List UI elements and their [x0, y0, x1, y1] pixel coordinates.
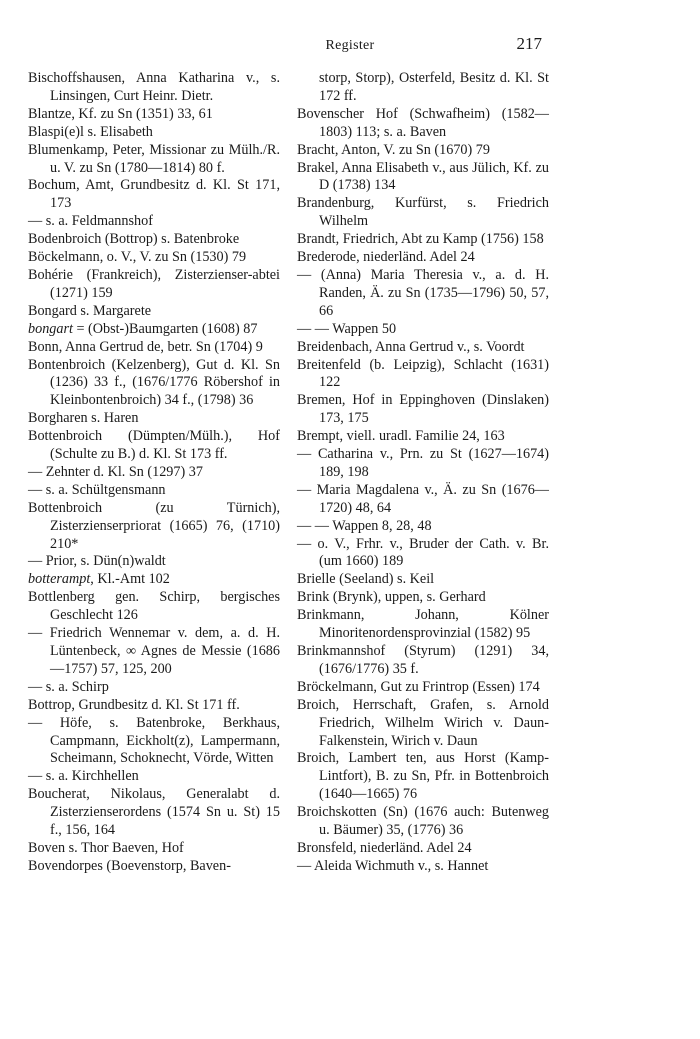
index-entry-text: Bonn, Anna Gertrud de, betr. Sn (1704) 9 [28, 338, 263, 355]
index-entry [297, 106, 549, 142]
index-entry [297, 428, 549, 446]
index-column-right [297, 70, 549, 876]
index-entry-text: — s. a. Kirchhellen [28, 768, 139, 785]
index-entry [28, 177, 280, 213]
index-entry-text: Bröckelmann, Gut zu Frintrop (Essen) 174 [297, 678, 540, 695]
index-entry [28, 840, 280, 858]
page-number: 217 [516, 34, 542, 53]
index-entry-text: Bottenbroich (zu Türnich), Zisterzienserpriorat (1665) 76, (1710) 210* [28, 499, 280, 552]
index-column-left [28, 70, 280, 876]
index-entry [28, 410, 280, 428]
index-entry [297, 840, 549, 858]
index-entry-text: Bovendorpes (Boevenstorp, Baven- [28, 857, 231, 874]
index-entry-text: Brederode, niederländ. Adel 24 [297, 249, 475, 266]
index-entry [28, 500, 280, 554]
index-entry-text: Brinkmann, Johann, Kölner Minoritenordensprovinzial (1582) 95 [297, 607, 549, 642]
index-entry-text: — s. a. Schültgensmann [28, 481, 166, 498]
index-entry-italic-term: bongart [28, 320, 73, 337]
index-entry-text: — Zehnter d. Kl. Sn (1297) 37 [28, 463, 203, 480]
index-entry [297, 518, 549, 536]
index-entry-text: Bodenbroich (Bottrop) s. Batenbroke [28, 231, 240, 248]
index-entry [297, 858, 549, 876]
index-entry [28, 482, 280, 500]
index-entry [28, 679, 280, 697]
index-entry-text: — o. V., Frhr. v., Bruder der Cath. v. Br. (um 1660) 189 [297, 535, 549, 570]
index-entry-text: Boven s. Thor Baeven, Hof [28, 839, 184, 856]
running-title: Register [325, 38, 375, 53]
index-entry-text: Brielle (Seeland) s. Keil [297, 571, 435, 588]
index-entry [297, 607, 549, 643]
index-entry [297, 321, 549, 339]
index-entry [28, 625, 280, 679]
index-entry-text: — Catharina v., Prn. zu St (1627—1674) 189, 198 [297, 446, 549, 480]
index-entry-text: — Höfe, s. Batenbroke, Berkhaus, Campmann, Eickholt(z), Lampermann, Scheimann, Schoknecht, Vörde, Witten [28, 714, 280, 767]
index-entry [28, 249, 280, 267]
index-entry-text: storp, Storp), Osterfeld, Besitz d. Kl. St 172 ff. [319, 70, 549, 104]
index-entry-text: Brandenburg, Kurfürst, s. Friedrich Wilhelm [297, 195, 549, 230]
index-entry [28, 553, 280, 571]
index-entry-text: Bottrop, Grundbesitz d. Kl. St 171 ff. [28, 696, 240, 713]
index-entry-text: Boucherat, Nikolaus, Generalabt d. Zisterzienserordens (1574 Sn u. St) 15 f., 156, 164 [28, 786, 280, 839]
index-entry [297, 536, 549, 572]
index-entry [297, 679, 549, 697]
index-entry-text: — Aleida Wichmuth v., s. Hannet [297, 857, 489, 874]
page-header [0, 34, 700, 58]
index-entry-text: Brakel, Anna Elisabeth v., aus Jülich, Kf. zu D (1738) 134 [297, 159, 549, 194]
index-entry-text: Broich, Herrschaft, Grafen, s. Arnold Friedrich, Wilhelm Wirich v. Daun-Falkenstein, Wirich v. Daun [297, 696, 549, 749]
index-entry [28, 786, 280, 840]
index-entry [28, 339, 280, 357]
index-entry-text: , Kl.-Amt 102 [90, 571, 170, 588]
index-entry [297, 339, 549, 357]
index-entry-text: Bohérie (Frankreich), Zisterzienser-abtei (1271) 159 [28, 266, 280, 301]
index-entry-text: Bottlenberg gen. Schirp, bergisches Geschlecht 126 [28, 589, 280, 624]
index-entry [297, 195, 549, 231]
index-entry [297, 571, 549, 589]
index-entry-text: Borgharen s. Haren [28, 410, 139, 427]
index-entry-text: Bongard s. Margarete [28, 302, 152, 319]
index-entry-text: Broichskotten (Sn) (1676 auch: Butenweg u. Bäumer) 35, (1776) 36 [297, 804, 549, 839]
index-entry-text: Breidenbach, Anna Gertrud v., s. Voordt [297, 338, 525, 355]
index-entry [28, 571, 280, 589]
index-entry-text: — Maria Magdalena v., Ä. zu Sn (1676—1720) 48, 64 [297, 481, 549, 516]
index-entry [28, 715, 280, 769]
index-entry-text: — — Wappen 8, 28, 48 [297, 517, 432, 534]
index-entry-text: Blaspi(e)l s. Elisabeth [28, 123, 153, 140]
index-entry [297, 446, 549, 482]
index-entry [297, 142, 549, 160]
index-entry-text: Brink (Brynk), uppen, s. Gerhard [297, 589, 486, 606]
index-entry [297, 589, 549, 607]
index-entry-text: Böckelmann, o. V., V. zu Sn (1530) 79 [28, 249, 247, 266]
index-entry [28, 267, 280, 303]
index-entry [28, 697, 280, 715]
index-entry-text: Blumenkamp, Peter, Missionar zu Mülh./R. u. V. zu Sn (1780—1814) 80 f. [28, 141, 280, 176]
index-entry-text: Broich, Lambert ten, aus Horst (Kamp-Lintfort), B. zu Sn, Pfr. in Bottenbroich (1640—1665) 76 [297, 750, 549, 803]
index-entry [28, 70, 280, 106]
index-entry-text: Bracht, Anton, V. zu Sn (1670) 79 [297, 141, 490, 158]
index-entry [297, 697, 549, 751]
index-entry-text: Bontenbroich (Kelzenberg), Gut d. Kl. Sn (1236) 33 f., (1676/1776 Röbershof in Kleinbontenbroich) 34 f., (1798) 36 [28, 356, 280, 409]
index-entry-text: Bronsfeld, niederländ. Adel 24 [297, 839, 472, 856]
index-entry-text: Bochum, Amt, Grundbesitz d. Kl. St 171, 173 [28, 177, 280, 212]
index-entry [297, 482, 549, 518]
index-entry-text: — Prior, s. Dün(n)waldt [28, 553, 166, 570]
index-entry [28, 303, 280, 321]
index-entry [297, 160, 549, 196]
index-entry [28, 231, 280, 249]
index-entry [28, 321, 280, 339]
index-entry [28, 589, 280, 625]
index-entry-italic-term: botterampt [28, 571, 91, 588]
index-entry-text: Brandt, Friedrich, Abt zu Kamp (1756) 158 [297, 231, 544, 248]
index-entry-text: = (Obst-)Baumgarten (1608) 87 [72, 320, 258, 337]
index-entry-text: — — Wappen 50 [297, 320, 397, 337]
index-entry [297, 643, 549, 679]
index-entry [297, 231, 549, 249]
index-entry [297, 357, 549, 393]
index-entry [28, 858, 280, 876]
index-entry [297, 804, 549, 840]
index-entry [297, 70, 549, 106]
index-entry [297, 392, 549, 428]
index-entry-text: Bovenscher Hof (Schwafheim) (1582—1803) 113; s. a. Baven [297, 105, 549, 140]
index-entry-text: Bremen, Hof in Eppinghoven (Dinslaken) 173, 175 [297, 392, 549, 427]
index-entry [28, 213, 280, 231]
index-entry-text: — s. a. Feldmannshof [28, 213, 153, 230]
index-entry [28, 768, 280, 786]
index-entry [28, 357, 280, 411]
index-entry [28, 464, 280, 482]
index-entry-text: Breitenfeld (b. Leipzig), Schlacht (1631) 122 [297, 356, 549, 391]
index-entry-text: — Friedrich Wennemar v. dem, a. d. H. Lüntenbeck, ∞ Agnes de Messie (1686—1757) 57, 125, 200 [28, 625, 280, 677]
index-entry-text: — s. a. Schirp [28, 678, 109, 695]
index-entry [297, 249, 549, 267]
index-entry-text: Blantze, Kf. zu Sn (1351) 33, 61 [28, 105, 213, 122]
index-entry [297, 750, 549, 804]
index-entry-text: Bottenbroich (Dümpten/Mülh.), Hof (Schulte zu B.) d. Kl. St 173 ff. [28, 428, 280, 463]
index-entry-text: — (Anna) Maria Theresia v., a. d. H. Randen, Ä. zu Sn (1735—1796) 50, 57, 66 [297, 266, 549, 319]
index-entry [28, 124, 280, 142]
index-entry [28, 142, 280, 178]
index-entry-text: Bischoffshausen, Anna Katharina v., s. Linsingen, Curt Heinr. Dietr. [28, 70, 280, 104]
index-entry [28, 428, 280, 464]
index-entry [28, 106, 280, 124]
index-entry [297, 267, 549, 321]
index-entry-text: Brinkmannshof (Styrum) (1291) 34, (1676/1776) 35 f. [297, 643, 549, 677]
index-entry-text: Brempt, viell. uradl. Familie 24, 163 [297, 428, 505, 445]
